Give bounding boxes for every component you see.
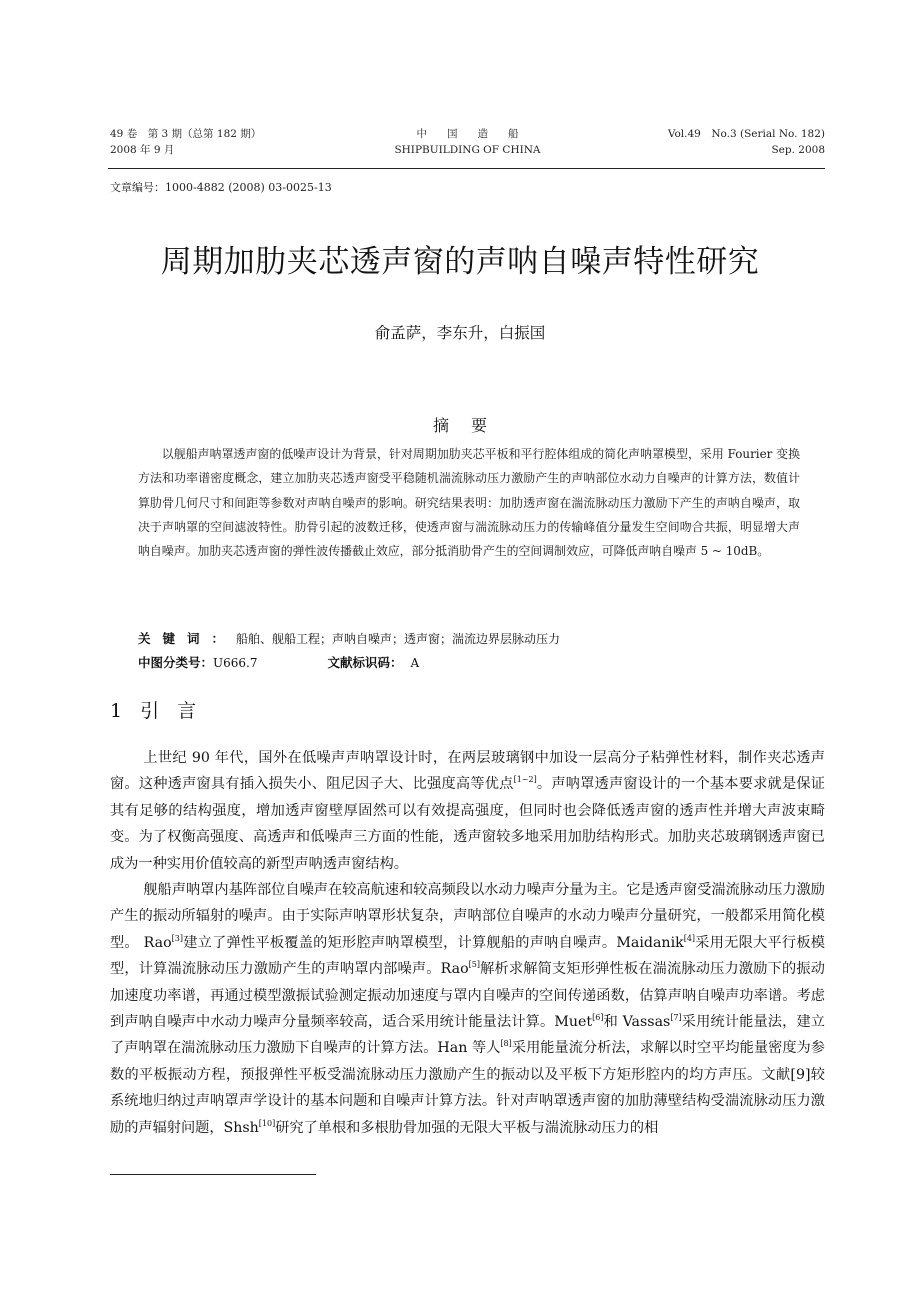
citation: [7]	[670, 1013, 682, 1023]
citation: [4]	[683, 933, 696, 943]
article-number: 文章编号：1000-4882 (2008) 03-0025-13	[110, 181, 332, 194]
journal-name-en: SHIPBUILDING OF CHINA	[394, 144, 541, 156]
keywords-line	[138, 627, 818, 651]
journal-date-en: Sep. 2008	[771, 144, 825, 156]
text-run: 上世纪 90 年代，国外在低噪声声呐罩设计时，在两层玻璃钢中加设一层高分子粘弹性材料，制作夹芯透声窗。这种透声窗具有插入损失小、阻尼因子大、比强度高等优点	[110, 750, 825, 793]
text-run: 建立了弹性平板覆盖的矩形腔声呐罩模型，计算舰船的声呐自噪声。Maidanik	[183, 934, 684, 951]
clc-label: 中图分类号：	[138, 655, 214, 670]
journal-volume-en: Vol.49 No.3 (Serial No. 182)	[667, 128, 825, 140]
keywords-value: 船舶、舰船工程；声呐自噪声；透声窗；湍流边界层脉动压力	[236, 632, 561, 646]
journal-volume-issue: 49 卷 第 3 期（总第 182 期）	[110, 128, 262, 140]
body-text	[110, 745, 825, 1141]
running-header	[110, 126, 825, 166]
citation: [1~2]	[513, 775, 537, 785]
citation: [10]	[258, 1118, 276, 1128]
section-number: 1	[110, 700, 123, 722]
text-run: 采用无限大平行板模型，计算湍流脉动压力激励产生的声呐罩内部噪声。Rao	[110, 934, 825, 978]
header-rule	[108, 168, 825, 169]
clc-value: U666.7	[213, 656, 258, 670]
citation: [3]	[171, 933, 183, 943]
doc-code-value: A	[410, 656, 420, 670]
text-run: 采用能量流分析法，求解以时空平均能量密度为参数的平板振动方程，预报弹性平板受湍流脉动压力激励产生的振动以及平板下方矩形腔内的均方声压。文献[9]较系统地归纳过声呐罩声学设计的基本问题和自噪声计算方法。针对声呐罩透声窗的加肋薄壁结构受湍流脉动压力激励的声辐射问题，Shsh	[110, 1040, 825, 1136]
text-run: 和 Vassas	[603, 1014, 671, 1031]
header-right	[668, 126, 825, 158]
citation: [5]	[468, 960, 480, 970]
citation: [6]	[592, 1013, 604, 1023]
author-list: 俞孟萨，李东升，白振国	[374, 324, 546, 342]
abstract-body	[138, 442, 800, 563]
journal-date-cn: 2008 年 9 月	[110, 144, 175, 156]
journal-name-cn: 中国造船	[416, 128, 539, 140]
text-run: 研究了单根和多根肋骨加强的无限大平板与湍流脉动压力的相	[275, 1119, 659, 1136]
footnote-rule	[110, 1174, 316, 1175]
doc-code-label: 文献标识码：	[327, 655, 403, 670]
citation: [8]	[500, 1039, 512, 1049]
abstract-text: 以舰船声呐罩透声窗的低噪声设计为背景，针对周期加肋夹芯平板和平行腔体组成的简化声呐罩模型，采用 Fourier 变换方法和功率谱密度概念，建立加肋夹芯透声窗受平稳随机湍流脉动压力激励产生的声呐部位水动力自噪声的计算方法，数值计算肋骨几何尺寸和间距等参数对声呐自噪声的影响。研究结果表明：加肋透声窗在湍流脉动压力激励下产生的声呐自噪声，取决于声呐罩的空间滤波特性。肋骨引起的波数迁移，使透声窗与湍流脉动压力的传输峰值分量发生空间吻合共振，明显增大声呐自噪声。加肋夹芯透声窗的弹性波传播截止效应，部分抵消肋骨产生的空间调制效应，可降低声呐自噪声 5 ~ 10dB。	[138, 447, 800, 559]
text-run: 解析求解简支矩形弹性板在湍流脉动压力激励下的振动加速度功率谱，再通过模型激振试验测定振动加速度与罩内自噪声的空间传递函数，估算声呐自噪声功率谱。考虑到声呐自噪声中水动力噪声分量频率较高，适合采用统计能量法计算。Muet	[110, 961, 825, 1031]
section-title: 引言	[140, 700, 215, 722]
body-paragraph-1	[110, 745, 825, 877]
text-run: 采用统计能量法，建立了声呐罩在湍流脉动压力激励下自噪声的计算方法。Han 等人	[110, 1014, 825, 1057]
abstract-heading: 摘要	[432, 416, 509, 435]
text-run: 舰船声呐罩内基阵部位自噪声在较高航速和较高频段以水动力噪声分量为主。它是透声窗受湍流脉动压力激励产生的振动所辐射的噪声。由于实际声呐罩形状复杂，声呐部位自噪声的水动力噪声分量研究，一般都采用简化模型。 Rao	[110, 882, 825, 951]
keywords-label: 关键词：	[138, 631, 237, 646]
paper-title: 周期加肋夹芯透声窗的声呐自噪声特性研究	[160, 244, 760, 280]
text-run: 。声呐罩透声窗设计的一个基本要求就是保证其有足够的结构强度，增加透声窗壁厚固然可以有效提高强度，但同时也会降低透声窗的透声性并增大声波束畸变。为了权衡高强度、高透声和低噪声三方面的性能，透声窗较多地采用加肋结构形式。加肋夹芯玻璃钢透声窗已成为一种实用价值较高的新型声呐透声窗结构。	[110, 776, 825, 872]
classification-line	[138, 653, 818, 673]
section-heading	[110, 696, 214, 723]
body-paragraph-2	[110, 877, 825, 1141]
